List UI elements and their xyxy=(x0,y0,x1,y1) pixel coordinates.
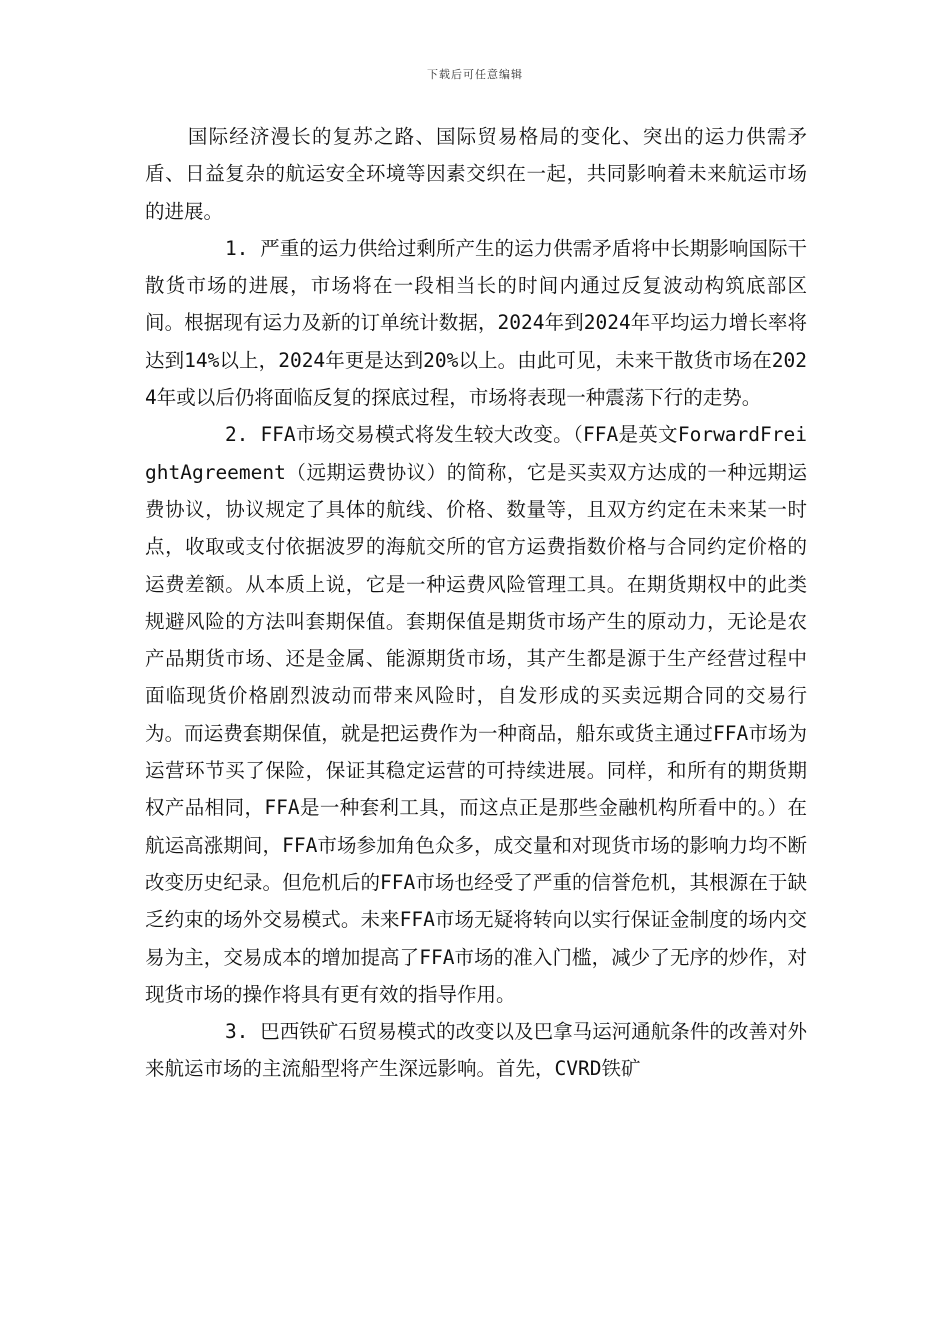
paragraph-point-1: 1. 严重的运力供给过剩所产生的运力供需矛盾将中长期影响国际干散货市场的进展，市场将在一段相当长的时间内通过反复波动构筑底部区间。根据现有运力及新的订单统计数据，2024年到2024年平均运力增长率将达到14%以上，2024年更是达到20%以上。由此可见，未来干散货市场在2024年或以后仍将面临反复的探底过程，市场将表现一种震荡下行的走势。 xyxy=(145,236,807,410)
page-header-note: 下载后可任意编辑 xyxy=(427,68,523,81)
paragraph-point-3: 3. 巴西铁矿石贸易模式的改变以及巴拿马运河通航条件的改善对外来航运市场的主流船型将产生深远影响。首先，CVRD铁矿 xyxy=(145,1020,807,1081)
paragraph-intro: 国际经济漫长的复苏之路、国际贸易格局的变化、突出的运力供需矛盾、日益复杂的航运安全环境等因素交织在一起，共同影响着未来航运市场的进展。 xyxy=(145,125,807,223)
paragraph-point-2: 2. FFA市场交易模式将发生较大改变。（FFA是英文ForwardFreightAgreement（远期运费协议）的简称，它是买卖双方达成的一种远期运费协议，协议规定了具体的航线、价格、数量等，且双方约定在未来某一时点，收取或支付依据波罗的海航交所的官方运费指数价格与合同约定价格的运费差额。从本质上说，它是一种运费风险管理工具。在期货期权中的此类规避风险的方法叫套期保值。套期保值是期货市场产生的原动力，无论是农产品期货市场、还是金属、能源期货市场，其产生都是源于生产经营过程中面临现货价格剧烈波动而带来风险时，自发形成的买卖远期合同的交易行为。而运费套期保值，就是把运费作为一种商品，船东或货主通过FFA市场为运营环节买了保险，保证其稳定运营的可持续进展。同样，和所有的期货期权产品相同，FFA是一种套利工具，而这点正是那些金融机构所看中的。）在航运高涨期间，FFA市场参加角色众多，成交量和对现货市场的影响力均不断改变历史纪录。但危机后的FFA市场也经受了严重的信誉危机，其根源在于缺乏约束的场外交易模式。未来FFA市场无疑将转向以实行保证金制度的场内交易为主，交易成本的增加提高了FFA市场的准入门槛，减少了无序的炒作，对现货市场的操作将具有更有效的指导作用。 xyxy=(145,423,807,1006)
document-body xyxy=(145,118,807,1088)
